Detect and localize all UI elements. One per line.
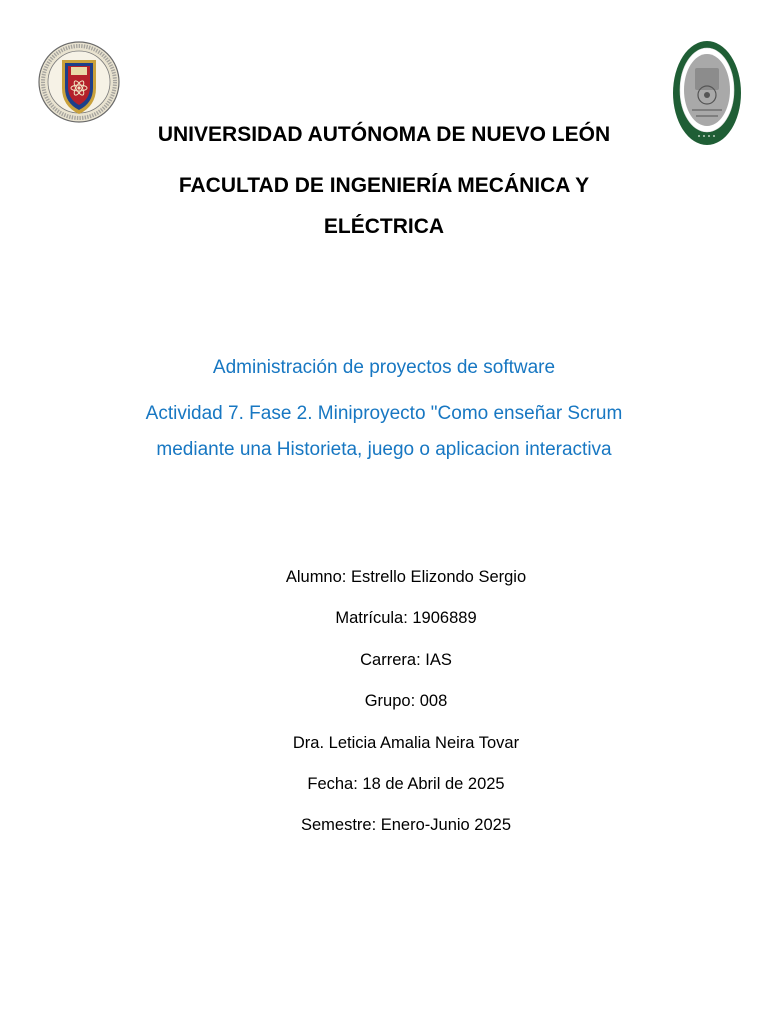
university-name: UNIVERSIDAD AUTÓNOMA DE NUEVO LEÓN (157, 123, 611, 146)
group: Grupo: 008 (364, 692, 448, 710)
date: Fecha: 18 de Abril de 2025 (307, 775, 505, 793)
uanl-seal-icon (38, 40, 120, 124)
semester: Semestre: Enero-Junio 2025 (300, 816, 512, 834)
faculty-name-line1: FACULTAD DE INGENIERÍA MECÁNICA Y (178, 174, 590, 197)
activity-title-line1: Actividad 7. Fase 2. Miniproyecto "Como enseñar Scrum (145, 403, 623, 424)
course-name: Administración de proyectos de software (212, 357, 556, 378)
student-id: Matrícula: 1906889 (335, 609, 477, 627)
career: Carrera: IAS (360, 651, 452, 669)
faculty-name-line2: ELÉCTRICA (323, 215, 445, 238)
activity-title-line2: mediante una Historieta, juego o aplicacion interactiva (156, 439, 612, 460)
teacher-name: Dra. Leticia Amalia Neira Tovar (292, 734, 520, 752)
student-name: Alumno: Estrello Elizondo Sergio (285, 568, 527, 586)
